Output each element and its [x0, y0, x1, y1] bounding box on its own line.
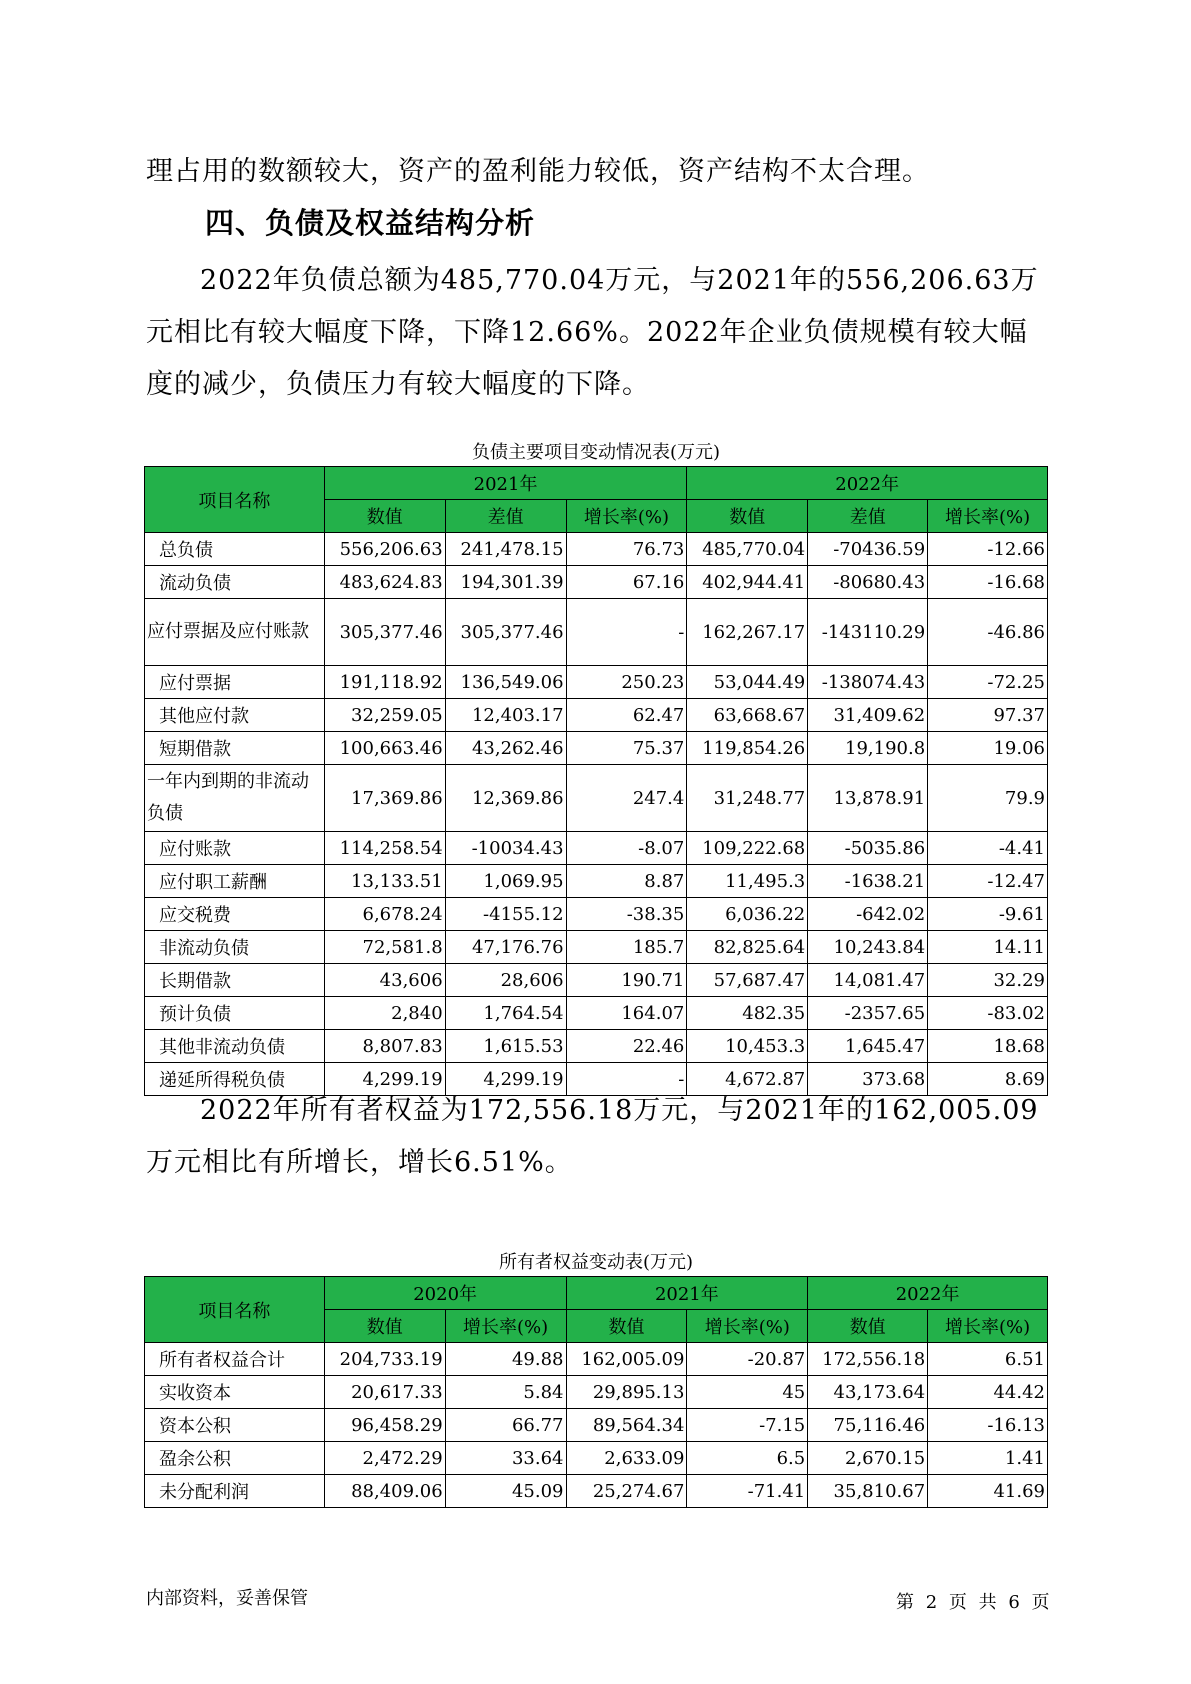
table-cell: -	[566, 1063, 687, 1096]
table-cell: 8.87	[566, 865, 687, 898]
row-label: 预计负债	[145, 997, 325, 1030]
table-row	[145, 765, 1048, 832]
footer-confidential-note: 内部资料，妥善保管	[146, 1588, 308, 1609]
table-cell: -83.02	[928, 997, 1048, 1030]
table-row	[145, 1376, 1048, 1409]
table-row	[145, 1343, 1048, 1376]
table-cell: 10,243.84	[808, 931, 928, 964]
table-cell: 8.69	[928, 1063, 1048, 1096]
table-cell: 556,206.63	[324, 533, 445, 566]
table-cell: 43,262.46	[445, 732, 566, 765]
table-row	[145, 832, 1048, 865]
table-cell: 6,678.24	[324, 898, 445, 931]
table-cell: 43,606	[324, 964, 445, 997]
table-cell: 35,810.67	[808, 1475, 928, 1508]
table-cell: -4.41	[928, 832, 1048, 865]
table-cell: 1,069.95	[445, 865, 566, 898]
table-cell: 63,668.67	[687, 699, 808, 732]
row-label: 非流动负债	[145, 931, 325, 964]
table-row	[145, 666, 1048, 699]
table-cell: 8,807.83	[324, 1030, 445, 1063]
table-row	[145, 1030, 1048, 1063]
row-label: 应付职工薪酬	[145, 865, 325, 898]
table-cell: 19,190.8	[808, 732, 928, 765]
row-label: 短期借款	[145, 732, 325, 765]
column-header-year: 2022年	[808, 1277, 1048, 1310]
table-cell: -16.68	[928, 566, 1048, 599]
table-row	[145, 898, 1048, 931]
table-cell: 4,299.19	[324, 1063, 445, 1096]
table-cell: 67.16	[566, 566, 687, 599]
equity-paragraph: 2022年所有者权益为172,556.18万元，与2021年的162,005.09万元相比有所增长，增长6.51%。	[146, 1095, 1039, 1178]
table-cell: 10,453.3	[687, 1030, 808, 1063]
table-cell: 33.64	[445, 1442, 566, 1475]
table-row	[145, 1442, 1048, 1475]
table-cell: 12,403.17	[445, 699, 566, 732]
table-cell: 62.47	[566, 699, 687, 732]
table-cell: 53,044.49	[687, 666, 808, 699]
table-cell: 13,878.91	[808, 765, 928, 832]
table-row	[145, 1409, 1048, 1442]
table-row	[145, 997, 1048, 1030]
column-header-growth-rate: 增长率(%)	[445, 1310, 566, 1343]
table-cell: 47,176.76	[445, 931, 566, 964]
row-label: 递延所得税负债	[145, 1063, 325, 1096]
table-cell: 6.5	[687, 1442, 808, 1475]
table-row	[145, 1475, 1048, 1508]
table-cell: 18.68	[928, 1030, 1048, 1063]
column-header-growth-rate: 增长率(%)	[928, 1310, 1048, 1343]
table-cell: 66.77	[445, 1409, 566, 1442]
table-cell: 49.88	[445, 1343, 566, 1376]
table-cell: 14,081.47	[808, 964, 928, 997]
column-header-growth-rate: 增长率(%)	[687, 1310, 808, 1343]
table-cell: 247.4	[566, 765, 687, 832]
column-header-value: 数值	[324, 1310, 445, 1343]
table-cell: 11,495.3	[687, 865, 808, 898]
table-cell: 75,116.46	[808, 1409, 928, 1442]
row-label: 总负债	[145, 533, 325, 566]
table-cell: -10034.43	[445, 832, 566, 865]
table-row	[145, 931, 1048, 964]
column-header-item-name: 项目名称	[145, 467, 325, 533]
column-header-year: 2022年	[687, 467, 1048, 500]
table-cell: -143110.29	[808, 599, 928, 666]
row-label: 一年内到期的非流动负债	[145, 765, 325, 832]
column-header-value: 数值	[808, 1310, 928, 1343]
row-label: 盈余公积	[145, 1442, 325, 1475]
table-cell: 31,248.77	[687, 765, 808, 832]
table-cell: 96,458.29	[324, 1409, 445, 1442]
table-cell: 241,478.15	[445, 533, 566, 566]
table-cell: 5.84	[445, 1376, 566, 1409]
column-header-difference: 差值	[445, 500, 566, 533]
table-cell: 191,118.92	[324, 666, 445, 699]
table-cell: 32.29	[928, 964, 1048, 997]
table-cell: -	[566, 599, 687, 666]
row-label: 实收资本	[145, 1376, 325, 1409]
table-cell: 185.7	[566, 931, 687, 964]
table-cell: 1,615.53	[445, 1030, 566, 1063]
footer-page-number: 第 2 页 共 6 页	[896, 1592, 1050, 1613]
table-cell: 2,670.15	[808, 1442, 928, 1475]
table-cell: 45.09	[445, 1475, 566, 1508]
table-cell: 172,556.18	[808, 1343, 928, 1376]
table-cell: 89,564.34	[566, 1409, 687, 1442]
table-cell: 79.9	[928, 765, 1048, 832]
table-cell: 100,663.46	[324, 732, 445, 765]
table-cell: 250.23	[566, 666, 687, 699]
table-row	[145, 865, 1048, 898]
row-label: 长期借款	[145, 964, 325, 997]
table-cell: 12,369.86	[445, 765, 566, 832]
table-cell: 4,299.19	[445, 1063, 566, 1096]
table-cell: 32,259.05	[324, 699, 445, 732]
table-cell: 6,036.22	[687, 898, 808, 931]
row-label: 未分配利润	[145, 1475, 325, 1508]
table-cell: 1.41	[928, 1442, 1048, 1475]
table-cell: 162,005.09	[566, 1343, 687, 1376]
table-cell: 119,854.26	[687, 732, 808, 765]
column-header-growth-rate: 增长率(%)	[566, 500, 687, 533]
table-cell: -71.41	[687, 1475, 808, 1508]
table-cell: -70436.59	[808, 533, 928, 566]
table-cell: 82,825.64	[687, 931, 808, 964]
table-cell: 194,301.39	[445, 566, 566, 599]
table-cell: -8.07	[566, 832, 687, 865]
table-cell: 29,895.13	[566, 1376, 687, 1409]
table-cell: 45	[687, 1376, 808, 1409]
table-cell: -20.87	[687, 1343, 808, 1376]
table-cell: 6.51	[928, 1343, 1048, 1376]
table-cell: -4155.12	[445, 898, 566, 931]
table-cell: 31,409.62	[808, 699, 928, 732]
column-header-value: 数值	[687, 500, 808, 533]
section-heading: 四、负债及权益结构分析	[205, 206, 536, 240]
table-cell: -7.15	[687, 1409, 808, 1442]
table-cell: 20,617.33	[324, 1376, 445, 1409]
table-cell: 72,581.8	[324, 931, 445, 964]
column-header-year: 2021年	[324, 467, 687, 500]
table-cell: 43,173.64	[808, 1376, 928, 1409]
table-cell: 136,549.06	[445, 666, 566, 699]
row-label: 资本公积	[145, 1409, 325, 1442]
table-cell: 483,624.83	[324, 566, 445, 599]
table-cell: 25,274.67	[566, 1475, 687, 1508]
table-row	[145, 566, 1048, 599]
table-cell: 2,840	[324, 997, 445, 1030]
table-cell: 164.07	[566, 997, 687, 1030]
column-header-year: 2020年	[324, 1277, 566, 1310]
liability-table-caption: 负债主要项目变动情况表(万元)	[471, 442, 721, 463]
table-cell: 162,267.17	[687, 599, 808, 666]
row-label: 应交税费	[145, 898, 325, 931]
table-cell: 2,472.29	[324, 1442, 445, 1475]
row-label: 其他应付款	[145, 699, 325, 732]
row-label: 应付票据	[145, 666, 325, 699]
table-cell: -2357.65	[808, 997, 928, 1030]
table-cell: 13,133.51	[324, 865, 445, 898]
table-cell: 204,733.19	[324, 1343, 445, 1376]
intro-line: 理占用的数额较大，资产的盈利能力较低，资产结构不太合理。	[146, 156, 930, 187]
table-cell: -12.66	[928, 533, 1048, 566]
table-cell: 22.46	[566, 1030, 687, 1063]
column-header-year: 2021年	[566, 1277, 808, 1310]
row-label: 应付账款	[145, 832, 325, 865]
table-cell: 75.37	[566, 732, 687, 765]
table-cell: 482.35	[687, 997, 808, 1030]
table-cell: 44.42	[928, 1376, 1048, 1409]
liability-paragraph: 2022年负债总额为485,770.04万元，与2021年的556,206.63万元相比有较大幅度下降，下降12.66%。2022年企业负债规模有较大幅度的减少，负债压力有较大幅度的下降。	[146, 265, 1039, 400]
table-row	[145, 599, 1048, 666]
table-cell: -80680.43	[808, 566, 928, 599]
table-cell: -72.25	[928, 666, 1048, 699]
liability-table	[144, 466, 1048, 1096]
table-cell: -138074.43	[808, 666, 928, 699]
table-cell: -5035.86	[808, 832, 928, 865]
table-cell: 1,645.47	[808, 1030, 928, 1063]
column-header-growth-rate: 增长率(%)	[928, 500, 1048, 533]
table-cell: -38.35	[566, 898, 687, 931]
table-cell: 1,764.54	[445, 997, 566, 1030]
table-cell: -1638.21	[808, 865, 928, 898]
table-cell: 88,409.06	[324, 1475, 445, 1508]
table-cell: 305,377.46	[445, 599, 566, 666]
table-cell: -9.61	[928, 898, 1048, 931]
column-header-difference: 差值	[808, 500, 928, 533]
table-cell: 114,258.54	[324, 832, 445, 865]
table-cell: 14.11	[928, 931, 1048, 964]
table-cell: 485,770.04	[687, 533, 808, 566]
table-cell: 76.73	[566, 533, 687, 566]
equity-table	[144, 1276, 1048, 1508]
table-cell: 109,222.68	[687, 832, 808, 865]
table-cell: 2,633.09	[566, 1442, 687, 1475]
table-cell: 4,672.87	[687, 1063, 808, 1096]
row-label: 所有者权益合计	[145, 1343, 325, 1376]
column-header-item-name: 项目名称	[145, 1277, 325, 1343]
table-cell: 305,377.46	[324, 599, 445, 666]
table-cell: -46.86	[928, 599, 1048, 666]
table-cell: 41.69	[928, 1475, 1048, 1508]
table-cell: -12.47	[928, 865, 1048, 898]
table-cell: 19.06	[928, 732, 1048, 765]
table-row	[145, 533, 1048, 566]
table-row	[145, 732, 1048, 765]
table-cell: 28,606	[445, 964, 566, 997]
table-cell: 402,944.41	[687, 566, 808, 599]
table-cell: 373.68	[808, 1063, 928, 1096]
table-cell: 97.37	[928, 699, 1048, 732]
row-label: 其他非流动负债	[145, 1030, 325, 1063]
table-cell: 190.71	[566, 964, 687, 997]
table-cell: -16.13	[928, 1409, 1048, 1442]
table-row	[145, 699, 1048, 732]
table-cell: -642.02	[808, 898, 928, 931]
equity-table-caption: 所有者权益变动表(万元)	[498, 1252, 694, 1273]
table-row	[145, 964, 1048, 997]
table-cell: 17,369.86	[324, 765, 445, 832]
row-label: 应付票据及应付账款	[145, 599, 325, 666]
column-header-value: 数值	[324, 500, 445, 533]
row-label: 流动负债	[145, 566, 325, 599]
table-cell: 57,687.47	[687, 964, 808, 997]
column-header-value: 数值	[566, 1310, 687, 1343]
